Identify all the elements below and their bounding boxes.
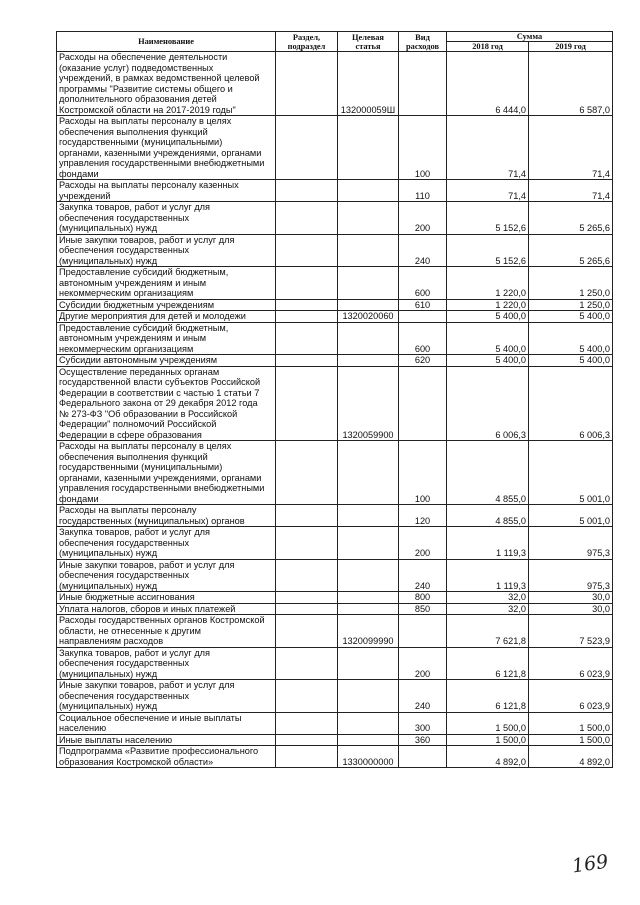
row-target: 132000059Ш xyxy=(338,52,399,116)
table-row xyxy=(57,52,613,116)
table-row xyxy=(57,322,613,355)
row-expense-type: 620 xyxy=(399,355,447,367)
row-sum-2019: 30,0 xyxy=(529,592,613,604)
row-name: Другие мероприятия для детей и молодежи xyxy=(57,311,276,323)
table-row xyxy=(57,441,613,505)
row-section xyxy=(276,355,338,367)
row-expense-type xyxy=(399,52,447,116)
row-expense-type: 240 xyxy=(399,680,447,713)
row-target xyxy=(338,527,399,560)
row-target: 1320099990 xyxy=(338,615,399,648)
table-row xyxy=(57,180,613,202)
table-row xyxy=(57,559,613,592)
row-name: Социальное обеспечение и иные выплаты населению xyxy=(57,712,276,734)
row-sum-2019: 5 001,0 xyxy=(529,505,613,527)
row-name: Предоставление субсидий бюджетным, автономным учреждениям и иным некоммерческим организациям xyxy=(57,322,276,355)
row-section xyxy=(276,322,338,355)
row-sum-2018: 4 855,0 xyxy=(447,441,529,505)
row-section xyxy=(276,52,338,116)
row-section xyxy=(276,559,338,592)
row-target xyxy=(338,234,399,267)
row-sum-2018: 1 500,0 xyxy=(447,734,529,746)
row-sum-2018: 6 444,0 xyxy=(447,52,529,116)
row-section xyxy=(276,116,338,180)
row-sum-2019: 7 523,9 xyxy=(529,615,613,648)
row-expense-type xyxy=(399,366,447,441)
row-sum-2018: 32,0 xyxy=(447,592,529,604)
row-sum-2019: 975,3 xyxy=(529,527,613,560)
row-name: Иные закупки товаров, работ и услуг для обеспечения государственных (муниципальных) нужд xyxy=(57,559,276,592)
row-section xyxy=(276,615,338,648)
row-target xyxy=(338,355,399,367)
row-sum-2019: 5 265,6 xyxy=(529,202,613,235)
row-sum-2019: 1 500,0 xyxy=(529,712,613,734)
row-name: Иные закупки товаров, работ и услуг для обеспечения государственных (муниципальных) нужд xyxy=(57,680,276,713)
row-sum-2018: 4 855,0 xyxy=(447,505,529,527)
row-sum-2019: 1 250,0 xyxy=(529,267,613,300)
table-row xyxy=(57,527,613,560)
row-section xyxy=(276,680,338,713)
row-sum-2018: 5 152,6 xyxy=(447,234,529,267)
header-target: Целевая статья xyxy=(338,32,399,52)
row-section xyxy=(276,202,338,235)
header-row xyxy=(57,32,613,42)
row-name: Осуществление переданных органам государственной власти субъектов Российской Федерации в соответствии с частью 1 статьи 7 Федерального закона от 29 декабря 2012 года № 273-ФЗ "Об образовании в Российской Федерации" полномочий Российской Федерации в сфере образования xyxy=(57,366,276,441)
row-name: Предоставление субсидий бюджетным, автономным учреждениям и иным некоммерческим организациям xyxy=(57,267,276,300)
row-sum-2019: 30,0 xyxy=(529,603,613,615)
table-row xyxy=(57,505,613,527)
row-section xyxy=(276,746,338,768)
row-sum-2018: 71,4 xyxy=(447,180,529,202)
row-target: 1320020060 xyxy=(338,311,399,323)
row-section xyxy=(276,180,338,202)
row-sum-2019: 6 587,0 xyxy=(529,52,613,116)
table-row xyxy=(57,680,613,713)
row-sum-2018: 32,0 xyxy=(447,603,529,615)
row-name: Подпрограмма «Развитие профессионального образования Костромской области» xyxy=(57,746,276,768)
row-sum-2019: 5 400,0 xyxy=(529,322,613,355)
row-expense-type: 120 xyxy=(399,505,447,527)
page-number: 169 xyxy=(570,850,610,878)
row-name: Расходы на выплаты персоналу казенных учреждений xyxy=(57,180,276,202)
row-expense-type xyxy=(399,615,447,648)
header-year-2018: 2018 год xyxy=(447,42,529,52)
row-section xyxy=(276,366,338,441)
row-name: Расходы на обеспечение деятельности (оказание услуг) подведомственных учреждений, в рамках ведомственной целевой программы "Развитие системы общего и дополнительного образования детей Костромской области на 2017-2019 годы" xyxy=(57,52,276,116)
row-section xyxy=(276,734,338,746)
row-section xyxy=(276,647,338,680)
row-expense-type xyxy=(399,311,447,323)
row-sum-2018: 1 220,0 xyxy=(447,299,529,311)
row-sum-2019: 4 892,0 xyxy=(529,746,613,768)
row-name: Закупка товаров, работ и услуг для обеспечения государственных (муниципальных) нужд xyxy=(57,647,276,680)
row-sum-2019: 5 001,0 xyxy=(529,441,613,505)
row-expense-type: 200 xyxy=(399,647,447,680)
row-sum-2019: 975,3 xyxy=(529,559,613,592)
row-sum-2018: 7 621,8 xyxy=(447,615,529,648)
row-section xyxy=(276,592,338,604)
row-sum-2018: 6 006,3 xyxy=(447,366,529,441)
row-target xyxy=(338,299,399,311)
table-row xyxy=(57,734,613,746)
row-name: Расходы государственных органов Костромской области, не отнесенные к другим направлениям расходов xyxy=(57,615,276,648)
row-expense-type: 600 xyxy=(399,322,447,355)
row-expense-type: 200 xyxy=(399,202,447,235)
row-name: Иные закупки товаров, работ и услуг для обеспечения государственных (муниципальных) нужд xyxy=(57,234,276,267)
row-target xyxy=(338,116,399,180)
row-sum-2018: 6 121,8 xyxy=(447,647,529,680)
table-row xyxy=(57,746,613,768)
header-expense-type: Вид расходов xyxy=(399,32,447,52)
table-row xyxy=(57,615,613,648)
row-sum-2019: 71,4 xyxy=(529,180,613,202)
row-expense-type: 600 xyxy=(399,267,447,300)
row-target xyxy=(338,322,399,355)
table-row xyxy=(57,311,613,323)
table-row xyxy=(57,592,613,604)
row-sum-2019: 1 250,0 xyxy=(529,299,613,311)
row-expense-type: 110 xyxy=(399,180,447,202)
header-section: Раздел, подраздел xyxy=(276,32,338,52)
row-target: 1320059900 xyxy=(338,366,399,441)
row-expense-type: 300 xyxy=(399,712,447,734)
row-sum-2019: 1 500,0 xyxy=(529,734,613,746)
budget-table xyxy=(56,31,613,768)
row-section xyxy=(276,527,338,560)
row-section xyxy=(276,712,338,734)
row-name: Субсидии бюджетным учреждениям xyxy=(57,299,276,311)
row-expense-type: 100 xyxy=(399,116,447,180)
table-row xyxy=(57,116,613,180)
row-expense-type: 200 xyxy=(399,527,447,560)
row-target xyxy=(338,680,399,713)
table-body xyxy=(57,52,613,768)
table-row xyxy=(57,267,613,300)
row-target xyxy=(338,592,399,604)
row-sum-2019: 6 006,3 xyxy=(529,366,613,441)
row-sum-2019: 5 400,0 xyxy=(529,355,613,367)
header-sum: Сумма xyxy=(447,32,613,42)
row-expense-type: 360 xyxy=(399,734,447,746)
row-sum-2018: 4 892,0 xyxy=(447,746,529,768)
row-section xyxy=(276,603,338,615)
row-section xyxy=(276,505,338,527)
row-name: Расходы на выплаты персоналу в целях обеспечения выполнения функций государственными (муниципальными) органами, казенными учреждениями, органами управления государственными внебюджетными фондами xyxy=(57,441,276,505)
row-expense-type: 240 xyxy=(399,234,447,267)
row-target: 1330000000 xyxy=(338,746,399,768)
table-row xyxy=(57,712,613,734)
table-row xyxy=(57,366,613,441)
row-expense-type: 800 xyxy=(399,592,447,604)
table-row xyxy=(57,299,613,311)
table-row xyxy=(57,234,613,267)
row-target xyxy=(338,734,399,746)
row-expense-type: 850 xyxy=(399,603,447,615)
row-sum-2018: 5 400,0 xyxy=(447,311,529,323)
row-sum-2018: 1 220,0 xyxy=(447,267,529,300)
row-sum-2018: 5 152,6 xyxy=(447,202,529,235)
row-sum-2019: 71,4 xyxy=(529,116,613,180)
row-expense-type: 240 xyxy=(399,559,447,592)
row-name: Расходы на выплаты персоналу в целях обеспечения выполнения функций государственными (муниципальными) органами, казенными учреждениями, органами управления государственными внебюджетными фондами xyxy=(57,116,276,180)
row-sum-2019: 6 023,9 xyxy=(529,680,613,713)
row-sum-2018: 71,4 xyxy=(447,116,529,180)
row-target xyxy=(338,603,399,615)
table-row xyxy=(57,202,613,235)
row-sum-2019: 5 265,6 xyxy=(529,234,613,267)
row-target xyxy=(338,180,399,202)
row-sum-2018: 1 500,0 xyxy=(447,712,529,734)
row-sum-2019: 6 023,9 xyxy=(529,647,613,680)
row-sum-2018: 1 119,3 xyxy=(447,559,529,592)
row-sum-2018: 6 121,8 xyxy=(447,680,529,713)
row-section xyxy=(276,234,338,267)
row-sum-2018: 1 119,3 xyxy=(447,527,529,560)
row-name: Закупка товаров, работ и услуг для обеспечения государственных (муниципальных) нужд xyxy=(57,202,276,235)
row-sum-2018: 5 400,0 xyxy=(447,322,529,355)
table-row xyxy=(57,603,613,615)
row-expense-type: 100 xyxy=(399,441,447,505)
row-expense-type: 610 xyxy=(399,299,447,311)
row-name: Уплата налогов, сборов и иных платежей xyxy=(57,603,276,615)
header-name: Наименование xyxy=(57,32,276,52)
row-name: Закупка товаров, работ и услуг для обеспечения государственных (муниципальных) нужд xyxy=(57,527,276,560)
row-target xyxy=(338,267,399,300)
table-row xyxy=(57,355,613,367)
row-section xyxy=(276,311,338,323)
row-section xyxy=(276,441,338,505)
row-target xyxy=(338,505,399,527)
row-name: Иные бюджетные ассигнования xyxy=(57,592,276,604)
row-sum-2018: 5 400,0 xyxy=(447,355,529,367)
row-section xyxy=(276,267,338,300)
row-target xyxy=(338,559,399,592)
row-target xyxy=(338,647,399,680)
row-name: Иные выплаты населению xyxy=(57,734,276,746)
header-year-2019: 2019 год xyxy=(529,42,613,52)
row-expense-type xyxy=(399,746,447,768)
row-target xyxy=(338,441,399,505)
row-name: Расходы на выплаты персоналу государственных (муниципальных) органов xyxy=(57,505,276,527)
table-row xyxy=(57,647,613,680)
row-section xyxy=(276,299,338,311)
row-sum-2019: 5 400,0 xyxy=(529,311,613,323)
row-target xyxy=(338,712,399,734)
row-target xyxy=(338,202,399,235)
row-name: Субсидии автономным учреждениям xyxy=(57,355,276,367)
